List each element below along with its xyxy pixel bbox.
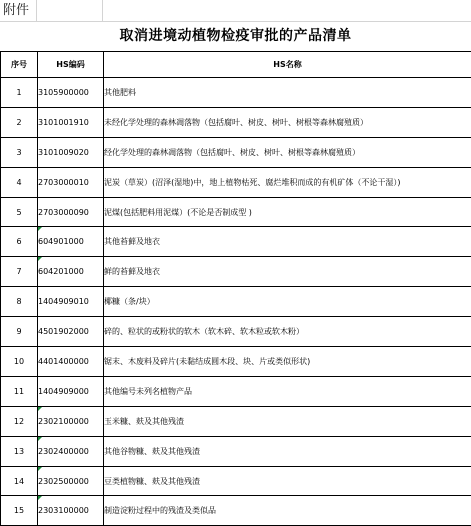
cell-seq[interactable]: 7: [1, 257, 38, 287]
cell-hs-code[interactable]: [38, 376, 104, 406]
hs-code-text: 2703000090: [38, 208, 89, 217]
table-row: [1, 317, 471, 347]
attachment-label[interactable]: 附件: [0, 0, 37, 21]
cell-hs-code[interactable]: [38, 496, 104, 526]
hs-code-text: 3101001910: [38, 118, 89, 127]
cell-hs-code[interactable]: [38, 257, 104, 287]
cell-hs-name[interactable]: 鲜的苔藓及地衣: [104, 257, 471, 287]
table-header-row: [1, 52, 471, 78]
table-row: [1, 78, 471, 108]
cell-hs-name[interactable]: 泥煤(包括肥料用泥煤）(不论是否制成型 ): [104, 197, 471, 227]
cell-hs-name[interactable]: 其他肥料: [104, 78, 471, 108]
cell-seq[interactable]: 8: [1, 287, 38, 317]
cell-seq[interactable]: 3: [1, 137, 38, 167]
cell-hs-name[interactable]: 泥炭（草炭）(沼泽(湿地)中，地上植物枯死、腐烂堆积而成的有机矿体（不论干湿）): [104, 167, 471, 197]
cell-seq[interactable]: 12: [1, 406, 38, 436]
hs-code-text: 2302500000: [38, 477, 89, 486]
hs-code-text: 1404909000: [38, 387, 89, 396]
table-row: [1, 376, 471, 406]
table-row: [1, 227, 471, 257]
cell-hs-code[interactable]: [38, 167, 104, 197]
hs-code-text: 4401400000: [38, 357, 89, 366]
header-seq[interactable]: 序号: [1, 52, 38, 78]
number-as-text-indicator-icon: [38, 496, 42, 500]
hs-code-text: 4501902000: [38, 327, 89, 336]
cell-seq[interactable]: 2: [1, 107, 38, 137]
cell-hs-name[interactable]: 其他编号未列名植物产品: [104, 376, 471, 406]
table-row: [1, 167, 471, 197]
number-as-text-indicator-icon: [38, 407, 42, 411]
cell-seq[interactable]: 6: [1, 227, 38, 257]
table-row: [1, 107, 471, 137]
cell-seq[interactable]: 9: [1, 317, 38, 347]
cell-hs-name[interactable]: 未经化学处理的森林凋落物（包括腐叶、树皮、树叶、树根等森林腐殖质）: [104, 107, 471, 137]
cell-hs-code[interactable]: [38, 227, 104, 257]
cell-hs-code[interactable]: [38, 78, 104, 108]
cell-hs-name[interactable]: 椰糠（条/块）: [104, 287, 471, 317]
cell-hs-code[interactable]: [38, 436, 104, 466]
hs-code-text: 3101009020: [38, 148, 89, 157]
cell-seq[interactable]: 15: [1, 496, 38, 526]
number-as-text-indicator-icon: [38, 257, 42, 261]
table-row: [1, 197, 471, 227]
table-row: [1, 347, 471, 377]
number-as-text-indicator-icon: [38, 227, 42, 231]
cell-hs-name[interactable]: 玉米糠、麸及其他残渣: [104, 406, 471, 436]
header-name[interactable]: HS名称: [104, 52, 471, 78]
table-row: [1, 406, 471, 436]
cell-hs-name[interactable]: 其他苔藓及地衣: [104, 227, 471, 257]
cell-seq[interactable]: 5: [1, 197, 38, 227]
cell-seq[interactable]: 14: [1, 466, 38, 496]
cell-hs-code[interactable]: [38, 107, 104, 137]
hs-code-text: 604901000: [38, 237, 84, 246]
product-table: [0, 51, 471, 526]
cell-hs-code[interactable]: [38, 197, 104, 227]
number-as-text-indicator-icon: [38, 467, 42, 471]
hs-code-text: 2302100000: [38, 417, 89, 426]
cell-seq[interactable]: 13: [1, 436, 38, 466]
table-body: [1, 78, 471, 526]
cell-hs-code[interactable]: [38, 317, 104, 347]
hs-code-text: 2303100000: [38, 506, 89, 515]
empty-cell[interactable]: [37, 0, 103, 21]
cell-hs-code[interactable]: [38, 466, 104, 496]
hs-code-text: 2302400000: [38, 447, 89, 456]
cell-hs-code[interactable]: [38, 406, 104, 436]
cell-hs-name[interactable]: 其他谷物糠、麸及其他残渣: [104, 436, 471, 466]
cell-hs-name[interactable]: 制造淀粉过程中的残渣及类似品: [104, 496, 471, 526]
table-row: [1, 436, 471, 466]
number-as-text-indicator-icon: [38, 437, 42, 441]
table-row: [1, 287, 471, 317]
page-title: 取消进境动植物检疫审批的产品清单: [0, 22, 471, 50]
header-code[interactable]: HS编码: [38, 52, 104, 78]
cell-hs-code[interactable]: [38, 137, 104, 167]
hs-code-text: 2703000010: [38, 178, 89, 187]
hs-code-text: 604201000: [38, 267, 84, 276]
hs-code-text: 3105900000: [38, 88, 89, 97]
cell-hs-name[interactable]: 锯末、木废料及碎片(未黏结成圆木段、块、片或类似形状): [104, 347, 471, 377]
cell-hs-name[interactable]: 经化学处理的森林凋落物（包括腐叶、树皮、树叶、树根等森林腐殖质）: [104, 137, 471, 167]
attachment-row: [0, 0, 471, 22]
cell-hs-name[interactable]: 豆类植物糠、麸及其他残渣: [104, 466, 471, 496]
table-row: [1, 496, 471, 526]
cell-hs-name[interactable]: 碎的、粒状的或粉状的软木（软木碎、软木粒或软木粉）: [104, 317, 471, 347]
cell-seq[interactable]: 10: [1, 347, 38, 377]
cell-hs-code[interactable]: [38, 347, 104, 377]
cell-hs-code[interactable]: [38, 287, 104, 317]
cell-seq[interactable]: 11: [1, 376, 38, 406]
table-row: [1, 466, 471, 496]
cell-seq[interactable]: 4: [1, 167, 38, 197]
table-row: [1, 257, 471, 287]
hs-code-text: 1404909010: [38, 297, 89, 306]
cell-seq[interactable]: 1: [1, 78, 38, 108]
table-row: [1, 137, 471, 167]
